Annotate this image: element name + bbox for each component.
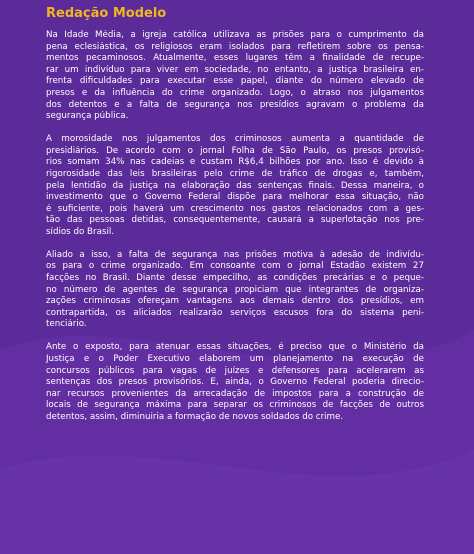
text-line: é suficiente, pois haverá um crescimento nos gastos relacionados com a ges- <box>46 203 424 214</box>
text-line: Aliado a isso, a falta de segurança nas prisões motiva à adesão de indivídu- <box>46 249 424 260</box>
text-line: dos detentos e a falta de segurança nos presídios agravam o problema da <box>46 99 424 110</box>
text-line: Ante o exposto, para atenuar essas situações, é preciso que o Ministério da <box>46 342 424 353</box>
text-line: pela lentidão da justiça na elaboração das sentenças finais. Dessa maneira, o <box>46 180 424 191</box>
text-line: nar recursos provenientes da arrecadação de impostos para a construção de <box>46 388 424 399</box>
text-line: Justiça e o Poder Executivo elaborem um planejamento na execução de <box>46 354 424 365</box>
text-line: frenta dificuldades para executar esse papel, diante do número elevado de <box>46 76 424 87</box>
text-line: contrapartida, os aliciados realizarão serviços escusos fora do sistema peni- <box>46 307 424 318</box>
text-line: tão das pessoas detidas, consequentemente, causará a superlotação nos pre- <box>46 215 424 226</box>
paragraph-2 <box>46 134 424 238</box>
text-line: mentos pecaminosos. Atualmente, esses lugares têm a finalidade de recupe- <box>46 53 424 64</box>
text-line: sídios do Brasil. <box>46 226 115 237</box>
text-line: zações criminosas ofereçam vantagens aos demais dentro dos presídios, em <box>46 296 424 307</box>
text-line: tenciário. <box>46 319 87 330</box>
paragraph-4 <box>46 342 424 423</box>
text-line: rar um indivíduo para viver em sociedade, no entanto, a justiça brasileira en- <box>46 64 424 75</box>
paragraph-3 <box>46 250 424 331</box>
text-line: concursos públicos para vagas de juízes e defensores para acelerarem as <box>46 365 424 376</box>
page-title: Redação Modelo <box>46 6 167 21</box>
paragraph-1 <box>46 30 424 123</box>
text-line: Na Idade Média, a igreja católica utilizava as prisões para o cumprimento da <box>46 30 424 40</box>
essay-body <box>46 30 424 435</box>
text-line: rigorosidade das leis brasileiras pelo crime de tráfico de drogas e, também, <box>46 168 424 179</box>
text-line: detentos, assim, diminuiria a formação de novos soldados do crime. <box>46 411 344 422</box>
text-line: rios somam 34% nas cadeias e custam R$6,4 bilhões por ano. Isso é devido à <box>46 157 424 168</box>
text-line: presidiários. De acordo com o jornal Folha de São Paulo, os presos provisó- <box>46 145 424 156</box>
text-line: pena eclesiástica, os religiosos eram isolados para refletirem sobre os pensa- <box>46 41 424 52</box>
text-line: facções no Brasil. Diante desse empecilho, as condições precárias e o peque- <box>46 273 424 284</box>
text-line: segurança pública. <box>46 111 129 122</box>
text-line: presos e da influência do crime organizado. Logo, o atraso nos julgamentos <box>46 87 424 98</box>
text-line: sentenças dos presos provisórios. E, ainda, o Governo Federal poderia direcio- <box>46 377 424 388</box>
text-line: no número de agentes de segurança propiciam que integrantes de organiza- <box>46 284 424 295</box>
text-line: locais de segurança máxima para separar os criminosos de facções de outros <box>46 400 424 411</box>
text-line: A morosidade nos julgamentos dos criminosos aumenta a quantidade de <box>46 134 424 145</box>
text-line: os para o crime organizado. Em consoante com o jornal Estadão existem 27 <box>46 261 424 272</box>
text-line: investimento que o Governo Federal dispõe para melhorar essa situação, não <box>46 192 424 203</box>
